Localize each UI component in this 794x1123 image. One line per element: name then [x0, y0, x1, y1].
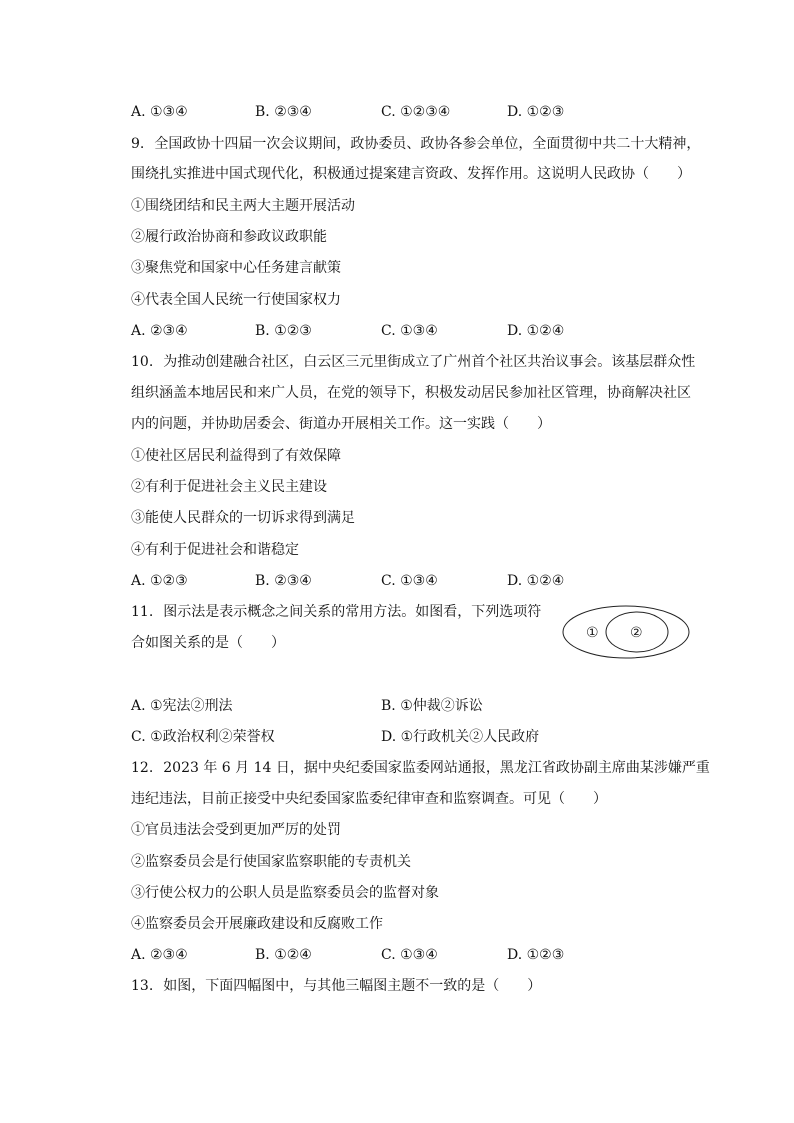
- q11-stem-text: 图示法是表示概念之间关系的常用方法。如图看，下列选项符: [163, 604, 542, 620]
- q10-item-2: ②有利于促进社会主义民主建设: [131, 479, 327, 495]
- option-d[interactable]: D. ①②③: [507, 104, 565, 120]
- concept-relation-diagram: [561, 604, 691, 660]
- option-c[interactable]: C. ①③④: [381, 323, 438, 339]
- q10-stem-text: 为推动创建融合社区，白云区三元里街成立了广州首个社区共治议事会。该基层群众性: [163, 354, 696, 370]
- option-c[interactable]: C. ①③④: [381, 573, 438, 589]
- option-a[interactable]: A. ②③④: [131, 323, 188, 339]
- option-b[interactable]: B. ①②③: [255, 323, 312, 339]
- option-b[interactable]: B. ②③④: [255, 104, 312, 120]
- option-a[interactable]: A. ①③④: [131, 104, 188, 120]
- q11-options-row-1: [131, 696, 691, 716]
- question-number: 11.: [131, 604, 154, 620]
- q9-item-2: ②履行政治协商和参政议政职能: [131, 229, 327, 245]
- outer-ellipse: [563, 606, 689, 658]
- q10-item-4: ④有利于促进社会和谐稳定: [131, 542, 299, 558]
- q11-options-row-2: [131, 727, 691, 747]
- option-a[interactable]: A. ②③④: [131, 947, 188, 963]
- q9-stem-line-1: [131, 134, 700, 154]
- q11-stem-line-2: 合如图关系的是（ ）: [131, 635, 285, 651]
- q10-item-3: ③能使人民群众的一切诉求得到满足: [131, 510, 355, 526]
- q12-stem-line-2: 违纪违法，目前正接受中央纪委国家监委纪律审查和监察调查。可见（ ）: [131, 791, 607, 807]
- q9-item-4: ④代表全国人民统一行使国家权力: [131, 292, 341, 308]
- inner-label: ②: [630, 625, 643, 641]
- option-a[interactable]: A. ①宪法②刑法: [131, 698, 233, 714]
- option-c[interactable]: C. ①政治权利②荣誉权: [131, 729, 275, 745]
- question-number: 12.: [131, 760, 154, 776]
- option-d[interactable]: D. ①行政机关②人民政府: [381, 729, 540, 745]
- q12-item-2: ②监察委员会是行使国家监察职能的专责机关: [131, 854, 411, 870]
- q9-stem-line-2: 围绕扎实推进中国式现代化，积极通过提案建言资政、发挥作用。这说明人民政协（ ）: [131, 166, 691, 182]
- q9-item-3: ③聚焦党和国家中心任务建言献策: [131, 260, 341, 276]
- q11-stem-line-1: [131, 602, 541, 622]
- q9-stem-text: 全国政协十四届一次会议期间，政协委员、政协各参会单位，全面贯彻中共二十大精神，: [154, 136, 701, 152]
- q12-item-1: ①官员违法会受到更加严厉的处罚: [131, 822, 341, 838]
- q12-stem-text: 2023 年 6 月 14 日，据中央纪委国家监委网站通报，黑龙江省政协副主席曲某涉嫌严重: [163, 760, 710, 776]
- q10-item-1: ①使社区居民利益得到了有效保障: [131, 448, 341, 464]
- q12-item-4: ④监察委员会开展廉政建设和反腐败工作: [131, 916, 383, 932]
- option-d[interactable]: D. ①②④: [507, 323, 565, 339]
- option-d[interactable]: D. ①②④: [507, 573, 565, 589]
- option-b[interactable]: B. ①仲裁②诉讼: [381, 698, 483, 714]
- q9-item-1: ①围绕团结和民主两大主题开展活动: [131, 198, 355, 214]
- q12-options: [131, 945, 691, 965]
- q12-stem-line-1: [131, 758, 710, 778]
- q10-stem-line-2: 组织涵盖本地居民和来广人员，在党的领导下，积极发动居民参加社区管理，协商解决社区: [131, 385, 691, 401]
- q12-item-3: ③行使公权力的公职人员是监察委员会的监督对象: [131, 885, 439, 901]
- option-b[interactable]: B. ①②④: [255, 947, 312, 963]
- outer-label: ①: [586, 625, 599, 641]
- option-a[interactable]: A. ①②③: [131, 573, 188, 589]
- q13-stem-text: 如图，下面四幅图中，与其他三幅图主题不一致的是（ ）: [163, 978, 542, 994]
- option-d[interactable]: D. ①②③: [507, 947, 565, 963]
- q13-stem-line-1: [131, 976, 541, 996]
- question-number: 9.: [131, 136, 145, 152]
- option-c[interactable]: C. ①③④: [381, 947, 438, 963]
- question-number: 13.: [131, 978, 154, 994]
- option-c[interactable]: C. ①②③④: [381, 104, 451, 120]
- q9-options: [131, 321, 691, 341]
- option-b[interactable]: B. ②③④: [255, 573, 312, 589]
- q10-options: [131, 571, 691, 591]
- q10-stem-line-3: 内的问题，并协助居委会、街道办开展相关工作。这一实践（ ）: [131, 416, 551, 432]
- q10-stem-line-1: [131, 352, 695, 372]
- question-number: 10.: [131, 354, 154, 370]
- prev-question-options: [131, 102, 691, 122]
